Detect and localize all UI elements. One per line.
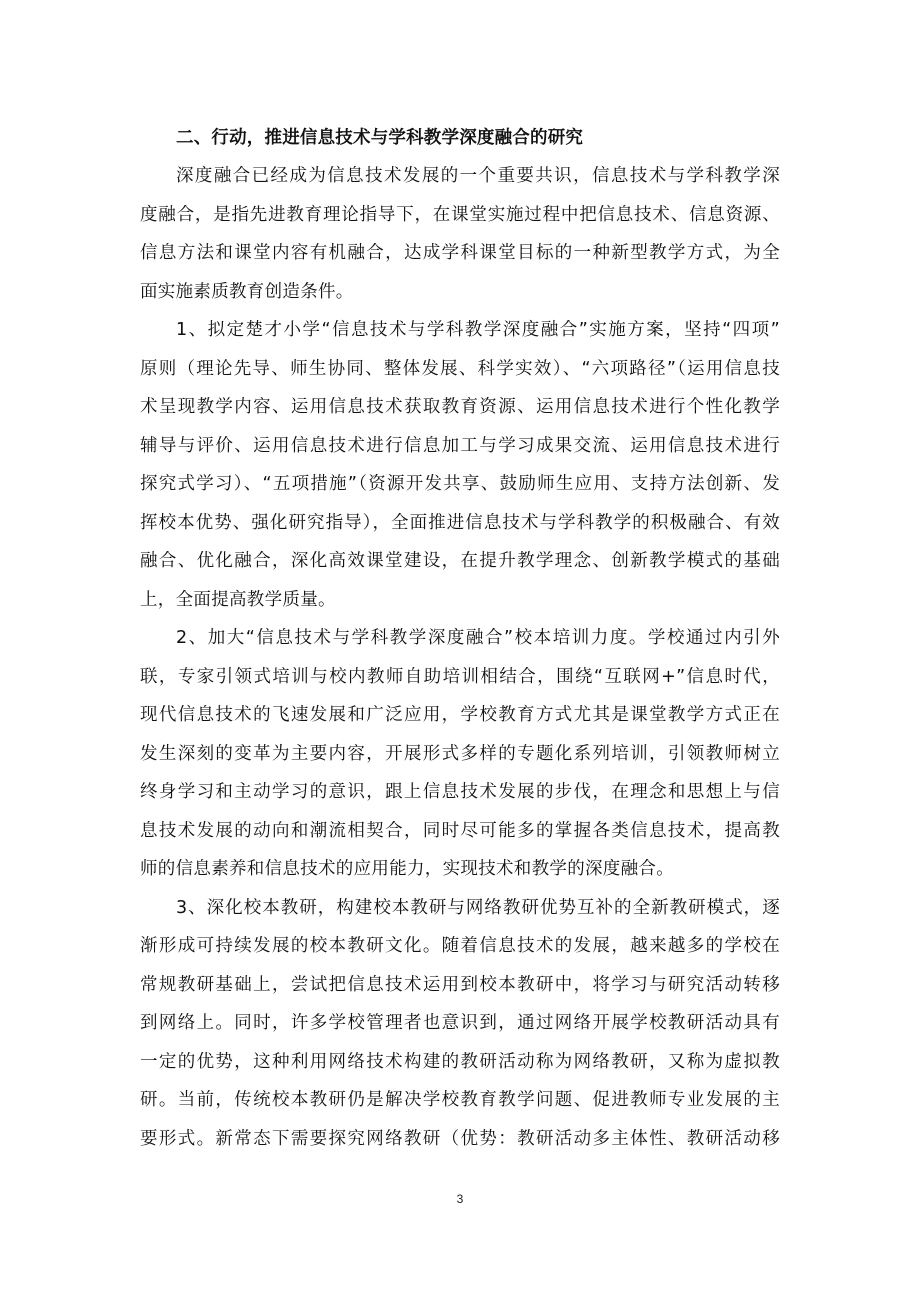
paragraph-line: 原则（理论先导、师生协同、整体发展、科学实效）、“六项路径”（运用信息技 xyxy=(140,358,780,379)
paragraph-line: 息技术发展的动向和潮流相契合，同时尽可能多的掌握各类信息技术，提高教 xyxy=(140,820,780,841)
paragraph xyxy=(140,311,780,619)
paragraph-line: 信息方法和课堂内容有机融合，达成学科课堂目标的一种新型教学方式，为全 xyxy=(140,243,780,263)
paragraph xyxy=(140,619,780,889)
paragraph-line: 面实施素质教育创造条件。 xyxy=(140,281,354,302)
paragraph-line: 师的信息素养和信息技术的应用能力，实现技术和教学的深度融合。 xyxy=(140,859,674,879)
paragraph-line: 一定的优势，这种利用网络技术构建的教研活动称为网络教研，又称为虚拟教 xyxy=(140,1051,780,1072)
page-number: 3 xyxy=(456,1192,464,1206)
paragraph-line: 上，全面提高教学质量。 xyxy=(140,589,336,610)
paragraph-line: 1、拟定楚才小学“信息技术与学科教学深度融合”实施方案，坚持“四项” xyxy=(176,320,780,340)
paragraph-line: 挥校本优势、强化研究指导），全面推进信息技术与学科教学的积极融合、有效 xyxy=(140,512,780,533)
paragraph xyxy=(140,157,780,311)
paragraph-line: 辅导与评价、运用信息技术进行信息加工与学习成果交流、运用信息技术进行 xyxy=(140,435,780,456)
document-body xyxy=(140,119,780,1158)
paragraph-line: 渐形成可持续发展的校本教研文化。随着信息技术的发展，越来越多的学校在 xyxy=(140,936,780,956)
paragraph-line: 2、加大“信息技术与学科教学深度融合”校本培训力度。学校通过内引外 xyxy=(176,628,780,648)
paragraph-line: 术呈现教学内容、运用信息技术获取教育资源、运用信息技术进行个性化教学 xyxy=(140,397,780,417)
paragraph-line: 发生深刻的变革为主要内容，开展形式多样的专题化系列培训，引领教师树立 xyxy=(140,743,780,764)
paragraph-line: 常规教研基础上，尝试把信息技术运用到校本教研中，将学习与研究活动转移 xyxy=(140,974,780,995)
paragraph-line: 探究式学习）、“五项措施”（资源开发共享、鼓励师生应用、支持方法创新、发 xyxy=(140,474,780,494)
paragraph-line: 要形式。新常态下需要探究网络教研（优势：教研活动多主体性、教研活动移 xyxy=(140,1128,780,1149)
paragraph-line: 深度融合已经成为信息技术发展的一个重要共识，信息技术与学科教学深 xyxy=(176,166,780,186)
paragraph-line: 到网络上。同时，许多学校管理者也意识到，通过网络开展学校教研活动具有 xyxy=(140,1013,780,1033)
paragraph-line: 3、深化校本教研，构建校本教研与网络教研优势互补的全新教研模式，逐 xyxy=(176,897,780,918)
paragraph-line: 研。当前，传统校本教研仍是解决学校教育教学问题、促进教师专业发展的主 xyxy=(140,1090,780,1110)
paragraph-line: 联，专家引领式培训与校内教师自助培训相结合，围绕“互联网+”信息时代， xyxy=(140,666,780,687)
paragraph-line: 度融合，是指先进教育理论指导下，在课堂实施过程中把信息技术、信息资源、 xyxy=(140,204,780,225)
paragraph-line: 融合、优化融合，深化高效课堂建设，在提升教学理念、创新教学模式的基础 xyxy=(140,551,780,571)
paragraph-list xyxy=(140,157,780,1158)
paragraph xyxy=(140,889,780,1159)
section-heading: 二、行动，推进信息技术与学科教学深度融合的研究 xyxy=(176,128,584,148)
paragraph-line: 现代信息技术的飞速发展和广泛应用，学校教育方式尤其是课堂教学方式正在 xyxy=(140,705,780,725)
paragraph-line: 终身学习和主动学习的意识，跟上信息技术发展的步伐，在理念和思想上与信 xyxy=(140,782,780,802)
